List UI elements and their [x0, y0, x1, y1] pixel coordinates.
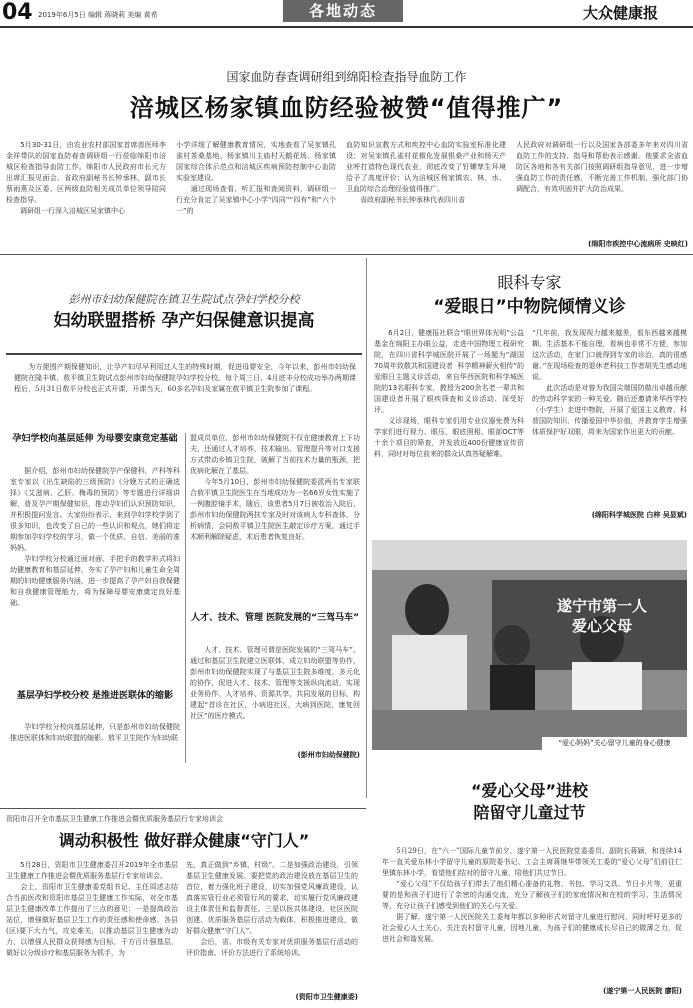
article5-kicker: 资阳市召开全市基层卫生健康工作推进会暨优质服务基层行专家培训会: [6, 815, 223, 823]
news-photo: [372, 540, 687, 750]
article1-title: 涪城区杨家镇血防经验被赞“值得推广”: [129, 94, 564, 122]
article5-col2: 先，真正做到“乡镇、村级”。二是加强政治建设，引领基层卫生健康发展。要把党的政治建设放在基层卫生的首位，着力强化班子建设，切实加强党风廉政建设，认真落实管行业必须管行风的要求，切实履行党风廉政建设主体责任和监督责任。三是以医共体建设、社区医院创建、优质服务基层行活动为载体，积极推进建设，做好群众健康“守门人”。 会后，省、市级有关专家对优质服务基层行活动的评价指南、评价方法进行了系统培训。: [186, 861, 358, 957]
article3-kicker: 眼科专家: [497, 273, 562, 292]
article5-title: 调动积极性 做好群众健康“守门人”: [58, 831, 310, 850]
article1-col3: 血防知识宣教方式和疾控中心血防实验室标准化建设；对吴家镇孔雀村花椒化发展银桑产业和杨天产业呼打造特色现代农业，彻底改变了钉螺孳生环境给予了高度评价；认为涪城区杨家镇农、林、水、卫血防综合治理经验值得推广。 省政府副秘书长钟承林代表四川省: [346, 141, 506, 204]
article2-credit: (彭州市妇幼保健院): [297, 751, 360, 759]
photo-caption: “爱心妈妈”关心留守儿童的身心健康: [542, 737, 687, 750]
article2-title: 妇幼联盟搭桥 孕产妇保健意识提高: [53, 311, 315, 331]
article1-kicker: 国家血防春查调研组到绵阳检查指导血防工作: [226, 70, 467, 84]
article1-col4: 人民政府对调研组一行以及国家各部委多年来对四川省血防工作的支持、指导和帮助表示感谢。他要求全省血防区各地和各有关部门按照调研组指导意见，进一步增强血防工作的责任感，不断完善工作机制，强化部门协调配合，有效巩固并扩大防治成果。: [516, 141, 688, 193]
article4-title: “爱心父母”进校 陪留守儿童过节: [470, 781, 589, 822]
photo-banner-text: 遂宁市第一人 爱心父母: [556, 597, 647, 635]
article2-subhead-3: 人才、技术、管理 医院发展的“三驾马车”: [191, 613, 359, 623]
article1-col2: 小学详细了解健康教育情况，实地查看了吴家镇孔雀村茶桑基地、杨家镇川主庙村天鹅花场、杨家镇国家综合体示范点和涪城区疾病预防控制中心血防实验室建设。 通过现场查看、听汇报和查阅资料，调研组一行充分肯定了吴家镇中心小学“四同”“四有”和“六个一”的: [176, 141, 336, 215]
article2-colB: 盟成员单位，彭州市妇幼保健院不仅在健康教育上下功夫，还通过人才培养、技术输出、管理提升等对口支援方式带动乡镇卫生院，破解了当前技术力量的瓶颈，把优病化解在了基层。 今年5月10日，彭州市妇幼保健院委派两名专家联合敖平镇卫生院医生在当地成功为一名66岁女性实施了一例腹腔镜手术，随后，该患者5月7日被收治入院后，彭州市妇幼保健院两扶专家及时对该病人专科查体，分析病情，会同敖平镇卫生院医生敲定诊疗方案，通过手术顺利解除疑虑，术后患者恢复良好。: [190, 434, 360, 541]
article4-body: 5月29日，在“六一”国际儿童节前夕，遂宁第一人民医院党委委员、副院长蒋颖，和连续14年一直关爱东林小学留守儿童的原院委书记、工会主席蒋继华带领关工委的“爱心父母”们前往仁里镇东林小学，看望他们结对的留守儿童，陪他们共过节日。 “爱心父母”不仅给孩子们带去了他们精心准备的礼物、书包、学习文具、节日卡片等，更重要的是和孩子们进行了亲密的沟通交流，充分了解孩子们的家庭情况和在校的学习、生活情况等，充分让孩子们感受到他们的关心与关爱。 据了解，遂宁第一人民医院关工委每年都以多种形式对留守儿童进行慰问，同时呼吁更多的社会爱心人士关心、关注农村留守儿童，因地儿童，为孩子们的健康成长尽自己的微薄之力，促进社会和谐发展。: [382, 847, 682, 943]
article3-col2: “几年前，我发现视力越来越差，看东西越来越模糊，生活基本不能自理，看病也非常不方便，参加这次活动，在家门口就得到专家的诊治，真的很感谢。”在现场检查的退休老科技工作者胡先生感动地说。 此次活动是对曾为我国尖端国防做出卓越贡献的劳动科学家的一种关爱。随后还邀请来华西学校（小学生）走进中物院，开展了爱国主义教育、科普国防知识、传播爱国中华价值，并教育学生增强体质保护好双眼，将来为国家作出更大的贡献。: [532, 329, 687, 436]
article2-colA2: 孕妇学校分校向基层延伸，只是彭州市妇幼保健院推进医联体和妇幼联盟的缩影。敖平卫生院作为妇幼联: [10, 723, 180, 742]
column-divider: [185, 433, 186, 763]
page-info: 2019年6月5日 编辑 蒋晓莉 美编 黄希: [38, 11, 158, 19]
article2-intro: 为方便围产期保健知识，让孕产妇尽早利用过人生的特殊时期，促进母婴安全，今年以来，彭州市妇幼保健院在隆丰镇、敖平镇卫生院试点彭州市妇幼保健院孕妇学校分校。每个周三日、4月底丰分校成功举办两期课程后，5月31日敖平分校也正式开课，开课当天，60多名孕妇及家属在敖平镇卫生院参加了课程。: [14, 363, 356, 393]
article3-title: “爱眼日”中物院倾情义诊: [433, 297, 626, 317]
article5-col1: 5月28日，资阳市卫生健康委召开2019年全市基层卫生健康工作推进会暨优质服务基层行专家培训会。 会上，资阳市卫生健康委党组书记、主任周述志结合当前医改和资阳市基层卫生健康工作实际，对全市基层卫生健康改革工作提出了三点的意见：一是提高政治站位，增强做好基层卫生工作的责任感和使命感。各县(区)要下大力气，攻克难关，以推动基层卫生健康为动力，以增强人民群众获得感为目标，千方百计强基层，做好以分级诊疗和基层服务为抓手，为: [6, 861, 178, 957]
divider: [0, 254, 693, 255]
article2-kicker: 彭州市妇幼保健院在镇卫生院试点孕妇学校分校: [68, 293, 300, 306]
article2-subhead-2: 基层孕妇学校分校 是推进医联体的缩影: [16, 691, 174, 701]
masthead-logo: 大众健康报: [583, 4, 659, 22]
article1-col1: 5月30-31日，由农业农村部国家首席兽医师李金祥带队的国家血防春查调研组一行莅临绵阳市涪城区检查指导血防工作。绵阳市人民政府市长元方出席汇报见面会。省政府副秘书长钟承林，副市长蔡雨燕及区委、区两级血防相关成员单位领导陪同检查指导。 调研组一行深入涪城区吴家镇中心: [6, 141, 166, 215]
article3-credit: (绵阳科学城医院 白梓 吴显斌): [591, 511, 687, 519]
article4-credit: (遂宁第一人民医院 廖阳): [603, 987, 682, 995]
divider: [0, 808, 366, 809]
article3-col1: 6月2日，健康报社联合“眼世界体光明”公益基金在绵阳主办眼公益，走进中国物理工程研究院，在四川省科学城医院开展了一场题为“湖国70周年致敬共和国建设者 科学精神薪火相传”的爱眼日主题义诊活动，来自华西医院和科学城医院的13名眼科专家，教授为200余名老一辈共和国建设者开展了眼疾筛查和义诊活动、深受好评。 义诊现场，眼科专家们用专业仪器免费为科学家们进行视力、眼压、眼底照相、眼部OCT等十余个项目的筛查，并发放近400份健康宣传资料，同时对每位前来的群众认真答疑解难。: [374, 329, 524, 458]
article2-colB2: 人才、技术、管理可谓是医院发展的“三驾马车”。通过和基层卫生院建立医联体，成立妇幼联盟等协作，彭州市妇幼保健院实现了与基层卫生院多维度，多元化的协作，促进人才、技术、管理等支援纵向流动，实现业务协作、人才培养、资源共享，共同发展的目标，构建起“首诊在社区，小病进社区，大病到医院，康复回社区”的医疗模式。: [190, 646, 360, 720]
column-divider: [366, 258, 367, 798]
article2-colA: 据介绍，彭州市妇幼保健院孕产保健科、产科等科室专家以《出生缺陷的三级预防》《分娩方式的正确选择》《艾滋病、乙肝、梅毒的预防》等专题进行详细讲解，普及孕产期保健知识，推动孕妇们认识预防知识，并积极提问发言。大家纷纷表示，来到孕妇学校学到了很多知识，也改变了自己的一些认识和观点，她们将定期参加孕妇学校的学习，做一个优质、自信、美丽的准妈妈。 孕妇学校分校通过面对面、手把手的教学形式将妇幼健康教育和基层延伸，夯实了孕产妇和儿童生命全周期的妇幼健康服务内涵，进一步提高了孕产妇自我保健和自我健康管理能力，将为保障母婴安康奠定良好基础。: [10, 467, 180, 607]
article5-credit: (资阳市卫生健康委): [295, 993, 358, 1001]
article2-subhead-1: 孕妇学校向基层延伸 为母婴安康竞定基础: [12, 434, 178, 444]
page-number: 04: [2, 0, 33, 25]
article1-credit: (绵阳市疾控中心流病所 史映红): [588, 240, 688, 248]
photo-illustration: [372, 540, 687, 750]
section-title: 各地动态: [283, 0, 403, 22]
